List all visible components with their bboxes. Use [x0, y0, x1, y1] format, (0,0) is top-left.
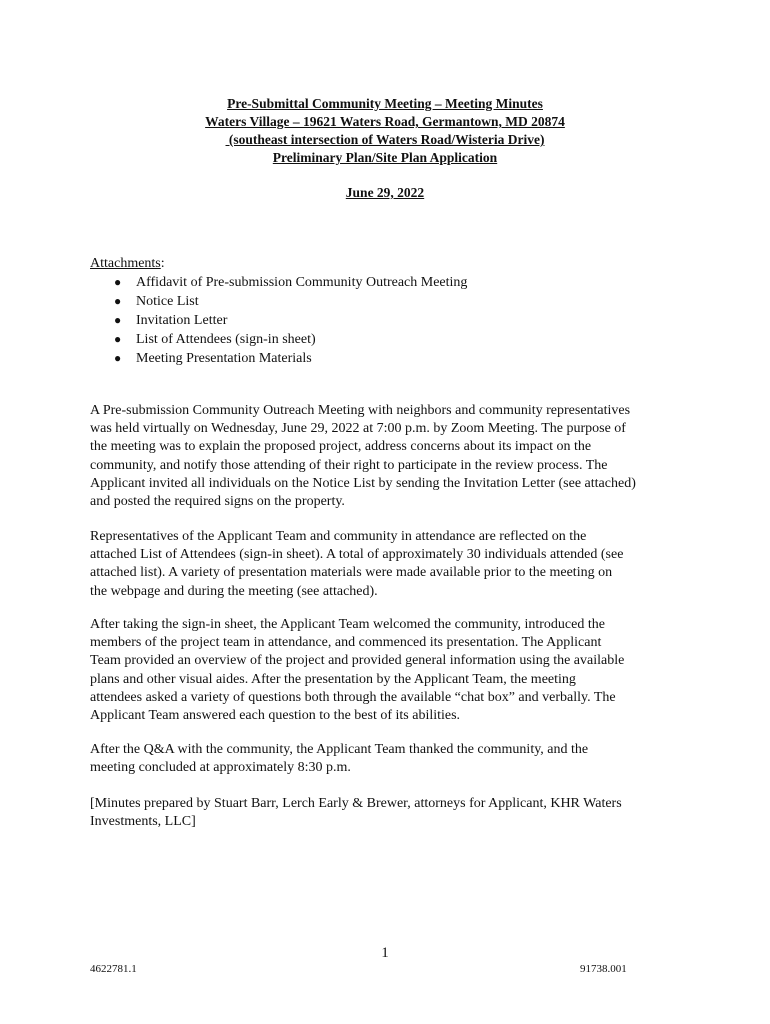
- page-number: 1: [381, 945, 389, 961]
- title-line-3: (southeast intersection of Waters Road/Wisteria Drive): [225, 132, 545, 147]
- paragraph-line: Team provided an overview of the project and provided general information using the available: [90, 653, 625, 669]
- paragraph-line: plans and other visual aides. After the presentation by the Applicant Team, the meeting: [90, 671, 576, 687]
- paragraph-line: A Pre-submission Community Outreach Meeting with neighbors and community representatives: [90, 403, 631, 418]
- footer-doc-id-left: 4622781.1: [90, 963, 137, 975]
- attachment-label: Affidavit of Pre-submission Community Outreach Meeting: [136, 275, 468, 290]
- footer-doc-id-right: 91738.001: [580, 963, 627, 975]
- paragraph-line: [Minutes prepared by Stuart Barr, Lerch Early & Brewer, attorneys for Applicant, KHR Waters: [90, 796, 622, 811]
- paragraph-line: community, and notify those attending of their right to participate in the review process. The: [90, 457, 608, 473]
- paragraph-meeting-overview: [90, 402, 690, 511]
- paragraph-line: attendees asked a variety of questions both through the available “chat box” and verbally. The: [90, 689, 616, 705]
- paragraph-line: attached List of Attendees (sign-in sheet). A total of approximately 30 individuals attended (see: [90, 547, 624, 563]
- paragraph-presentation: [90, 616, 690, 725]
- meeting-date: June 29, 2022: [345, 185, 425, 200]
- attachments-label: Attachments: [90, 256, 161, 271]
- paragraph-line: was held virtually on Wednesday, June 29, 2022 at 7:00 p.m. by Zoom Meeting. The purpose of: [90, 421, 626, 437]
- list-item: [90, 311, 467, 330]
- paragraph-line: and posted the required signs on the property.: [90, 494, 345, 510]
- paragraph-line: meeting concluded at approximately 8:30 p.m.: [90, 760, 351, 776]
- attachment-label: Meeting Presentation Materials: [136, 351, 312, 366]
- paragraph-attendance: [90, 528, 690, 601]
- title-line-2: Waters Village – 19621 Waters Road, Germantown, MD 20874: [205, 114, 565, 129]
- paragraph-line: After taking the sign-in sheet, the Applicant Team welcomed the community, introduced the: [90, 617, 605, 632]
- paragraph-line: After the Q&A with the community, the Applicant Team thanked the community, and the: [90, 742, 589, 757]
- bullet-icon: ●: [114, 313, 122, 327]
- bullet-icon: ●: [114, 351, 122, 365]
- document-title-block: [0, 95, 770, 167]
- attachment-label: Notice List: [136, 294, 199, 309]
- list-item: [90, 273, 467, 292]
- attachments-list: [90, 273, 467, 368]
- paragraph-line: Applicant Team answered each question to the best of its abilities.: [90, 708, 461, 724]
- bullet-icon: ●: [114, 332, 122, 346]
- title-line-4: Preliminary Plan/Site Plan Application: [272, 150, 498, 165]
- title-line-1: Pre-Submittal Community Meeting – Meeting Minutes: [227, 96, 543, 111]
- paragraph-line: Representatives of the Applicant Team and community in attendance are reflected on the: [90, 529, 587, 544]
- bullet-icon: ●: [114, 294, 122, 308]
- list-item: [90, 292, 467, 311]
- paragraph-preparer: [90, 795, 690, 831]
- paragraph-line: Investments, LLC]: [90, 814, 196, 830]
- paragraph-line: the webpage and during the meeting (see attached).: [90, 583, 378, 599]
- paragraph-conclusion: [90, 741, 690, 777]
- attachments-heading: [90, 254, 165, 273]
- paragraph-line: members of the project team in attendance, and commenced its presentation. The Applicant: [90, 635, 602, 651]
- list-item: [90, 330, 467, 349]
- paragraph-line: the meeting was to explain the proposed project, address concerns about its impact on the: [90, 439, 592, 455]
- attachments-colon: :: [160, 256, 165, 271]
- attachment-label: Invitation Letter: [136, 313, 228, 328]
- paragraph-line: attached list). A variety of presentation materials were made available prior to the meeting on: [90, 565, 613, 581]
- paragraph-line: Applicant invited all individuals on the Notice List by sending the Invitation Letter (see attached): [90, 475, 636, 491]
- bullet-icon: ●: [114, 275, 122, 289]
- attachment-label: List of Attendees (sign-in sheet): [136, 332, 316, 347]
- list-item: [90, 349, 467, 368]
